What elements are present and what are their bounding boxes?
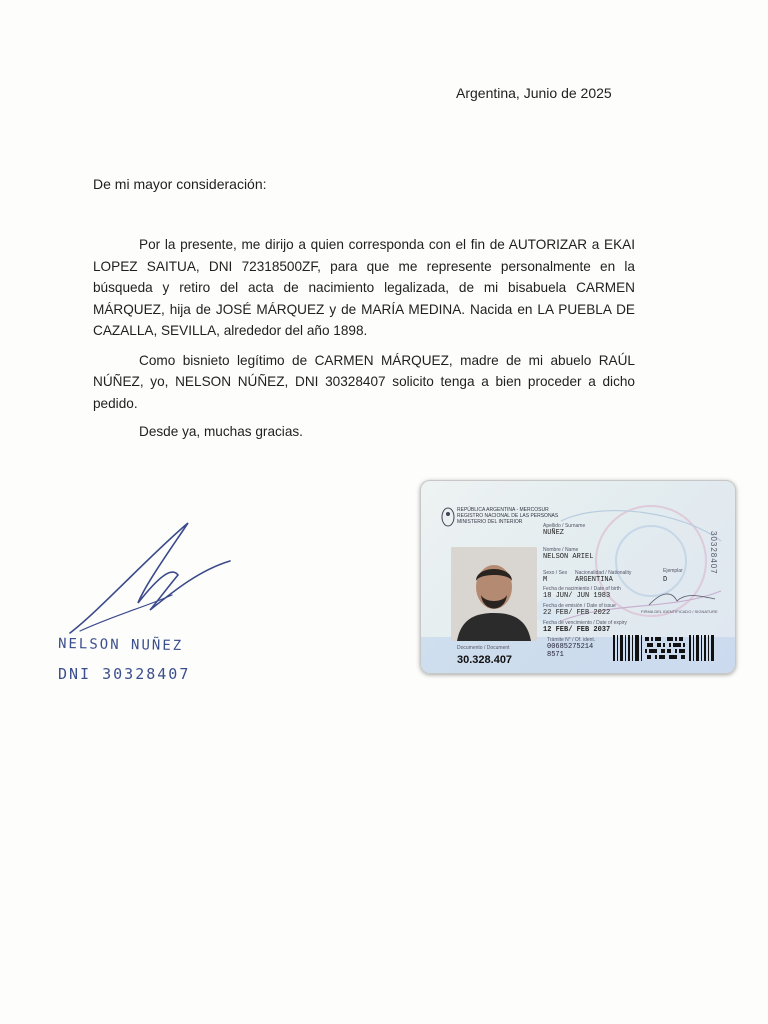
tramite-label: Trámite N° / Of. ident. (547, 637, 596, 643)
id-card (420, 480, 736, 674)
vertical-document-number: 30328407 (709, 531, 718, 575)
tramite-number: 00685275214 (547, 643, 594, 651)
letter-body (93, 234, 635, 422)
tramite-code: 8571 (547, 651, 564, 659)
letter-salutation: De mi mayor consideración: (93, 176, 267, 192)
expiry-value: 12 FEB/ FEB 2037 (543, 626, 611, 634)
issue-value: 22 FEB/ FEB 2022 (543, 609, 611, 617)
handwritten-signature (60, 515, 240, 645)
sex-label: Sexo / Sex (543, 570, 568, 576)
nationality-value: ARGENTINA (575, 576, 613, 584)
nationality-label: Nacionalidad / Nationality (575, 570, 632, 576)
letter-closing: Desde ya, muchas gracias. (139, 424, 303, 439)
name-value: NELSON ARIEL (543, 553, 594, 561)
barcode-icon (613, 635, 715, 661)
paragraph-request: Como bisnieto legítimo de CARMEN MÁRQUEZ, madre de mi abuelo RAÚL NÚÑEZ, yo, NELSON NÚÑEZ, DNI 30328407 solicito tenga a bien proceder a dicho pedido. (93, 352, 635, 411)
copy-label: Ejemplar (663, 568, 683, 574)
surname-label: Apellido / Surname (543, 523, 586, 529)
tramite-block (547, 643, 593, 659)
paragraph-authorization: Por la presente, me dirijo a quien corresponda con el fin de AUTORIZAR a EKAI LOPEZ SAITUA, DNI 72318500ZF, para que me represente personalmente en la búsqueda y retiro del acta de nacimiento legalizada, de mi bisabuela CARMEN MÁRQUEZ, hija de JOSÉ MÁRQUEZ y de MARÍA MEDINA. Nacida en LA PUEBLA DE CAZALLA, SEVILLA, alrededor del año 1898. (93, 237, 635, 338)
card-signature (647, 589, 717, 609)
expiry-label: Fecha de vencimiento / Date of expiry (543, 620, 627, 626)
letter-date: Argentina, Junio de 2025 (456, 85, 612, 101)
document-label: Documento / Document (457, 645, 510, 651)
birth-label: Fecha de nacimiento / Date of birth (543, 586, 621, 592)
copy-value: D (663, 576, 668, 584)
card-signature-caption: FIRMA DEL IDENTIFICADO / SIGNATURE (641, 609, 718, 614)
document-number: 30.328.407 (457, 654, 513, 666)
handwritten-dni: DNI 30328407 (58, 665, 191, 683)
handwritten-name: NELSON NUÑEZ (57, 635, 184, 655)
name-label: Nombre / Name (543, 547, 579, 553)
id-card-header: REPÚBLICA ARGENTINA - MERCOSUR REGISTRO NACIONAL DE LAS PERSONAS MINISTERIO DEL INTERIOR (457, 507, 559, 525)
surname-value: NUÑEZ (543, 529, 565, 537)
issue-label: Fecha de emisión / Date of issue (543, 603, 616, 609)
id-photo (451, 547, 537, 641)
national-seal-icon (441, 507, 455, 527)
sex-value: M (543, 576, 548, 584)
birth-value: 18 JUN/ JUN 1983 (543, 592, 611, 600)
